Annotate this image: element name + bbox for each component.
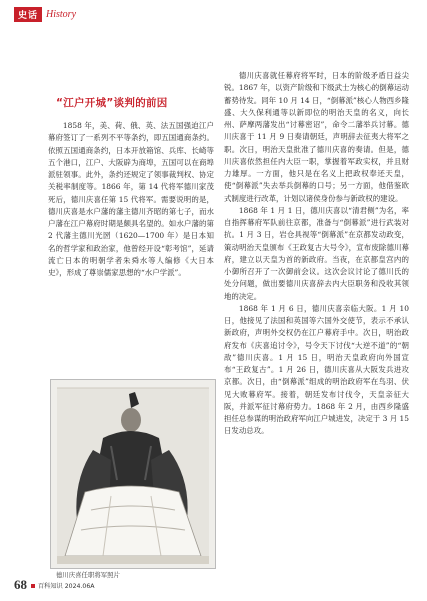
magazine-info	[31, 581, 95, 590]
paragraph: 德川庆喜就任幕府将军时，日本的阶级矛盾日益尖锐。1867 年，以资产阶级和下级武士为核心的倒幕运动蓄势待发。同年 10 月 14 日，“倒幕派”核心人物西乡隆盛、大久保利通等以新即位的明治天皇的名义，向长州、萨摩两藩发出“讨幕密诏”，命令二藩举兵讨幕。德川庆喜于 11 月 9 日奏请朝廷，声明辞去征夷大将军之职。次日，明治天皇批准了德川庆喜的奏请。但是，德川庆喜依然担任内大臣一职，掌握着军政实权，并且财力雄厚。一方面，他只是在名义上把政权奉还天皇，使“倒幕派”失去举兵倒幕的口号；另一方面，他借鉴欧式制度进行改革，计划以诸侯身份参与新政权的建设。	[224, 71, 409, 203]
bullet-icon	[31, 584, 35, 588]
photo-caption: 德川庆喜任职将军照片	[56, 571, 120, 579]
section-tag: 史话	[14, 7, 42, 22]
magazine-name: 百科知识 2024.06A	[38, 582, 95, 590]
right-column-text	[224, 70, 409, 438]
paragraph: 1868 年 1 月 6 日，德川庆喜亲临大阪。1 月 10 日，他接见了法国和英国等六国外交使节，表示不承认新政府，声明外交权仍在江户幕府手中。次日，明治政府发布《庆喜追讨令》，号令天下讨伐“大逆不道”的“朝敌”德川庆喜。1 月 15 日，明治天皇政府向外国宣布“王政复古”。1 月 26 日，德川庆喜从大阪发兵进攻京都。次日，由“倒幕派”组成的明治政府军在鸟羽、伏见大败幕府军。接着，朝廷发布讨伐令，天皇亲征大阪，并派军征讨幕府势力。1868 年 2 月，由西乡隆盛担任总参谋的明治政府军向江户城进发，决定于 3 月 15 日发动总攻。	[224, 303, 409, 436]
section-header	[14, 6, 76, 22]
paragraph: 1868 年 1 月 1 日，德川庆喜以“清君侧”为名，率自指挥幕府军队前往京都，准备与“倒幕派”进行武装对抗。1 月 3 日，岩仓具视等“倒幕派”在京都发动政变，策动明治天皇颁布《王政复古大号令》，宣布废除德川幕府，建立以天皇为首的新政府。当夜，在京都皇宫内的小御所召开了一次御前会议。这次会议讨论了德川氏的处分问题，做出要德川庆喜辞去内大臣职务和没收其领地的决定。	[224, 205, 409, 301]
section-tag-english: History	[46, 8, 77, 20]
paragraph: 1858 年，美、荷、俄、英、法五国强迫江户幕府签订了一系列不平等条约，即五国通商条约。依照五国通商条约，日本开放箱馆、兵库、长崎等五个港口，江户、大阪辟为商埠，五国可以在商埠派驻领事。此外，条约还规定了领事裁判权、协定关税率制度等。1866 年，第 14 代将军德川家茂死后，德川庆喜任第 15 代将军。需要说明的是，德川庆喜是水户藩的藩主德川齐昭的第七子，而水户藩在江户幕府时期是颇具名望的。如水户藩的第 2 代藩主德川光圀（1620—1700 年）是日本知名的哲学家和政治家，他曾经开设“彰考馆”，延请流亡日本的明朝学者朱舜水等人编修《大日本史》，形成了尊崇儒家思想的“水户学派”。	[48, 121, 214, 277]
page-footer	[14, 577, 95, 593]
article-title: “江户开城”谈判的前因	[56, 97, 168, 109]
page-number: 68	[14, 577, 27, 592]
left-column-text	[48, 120, 214, 279]
portrait-photo	[50, 379, 216, 569]
